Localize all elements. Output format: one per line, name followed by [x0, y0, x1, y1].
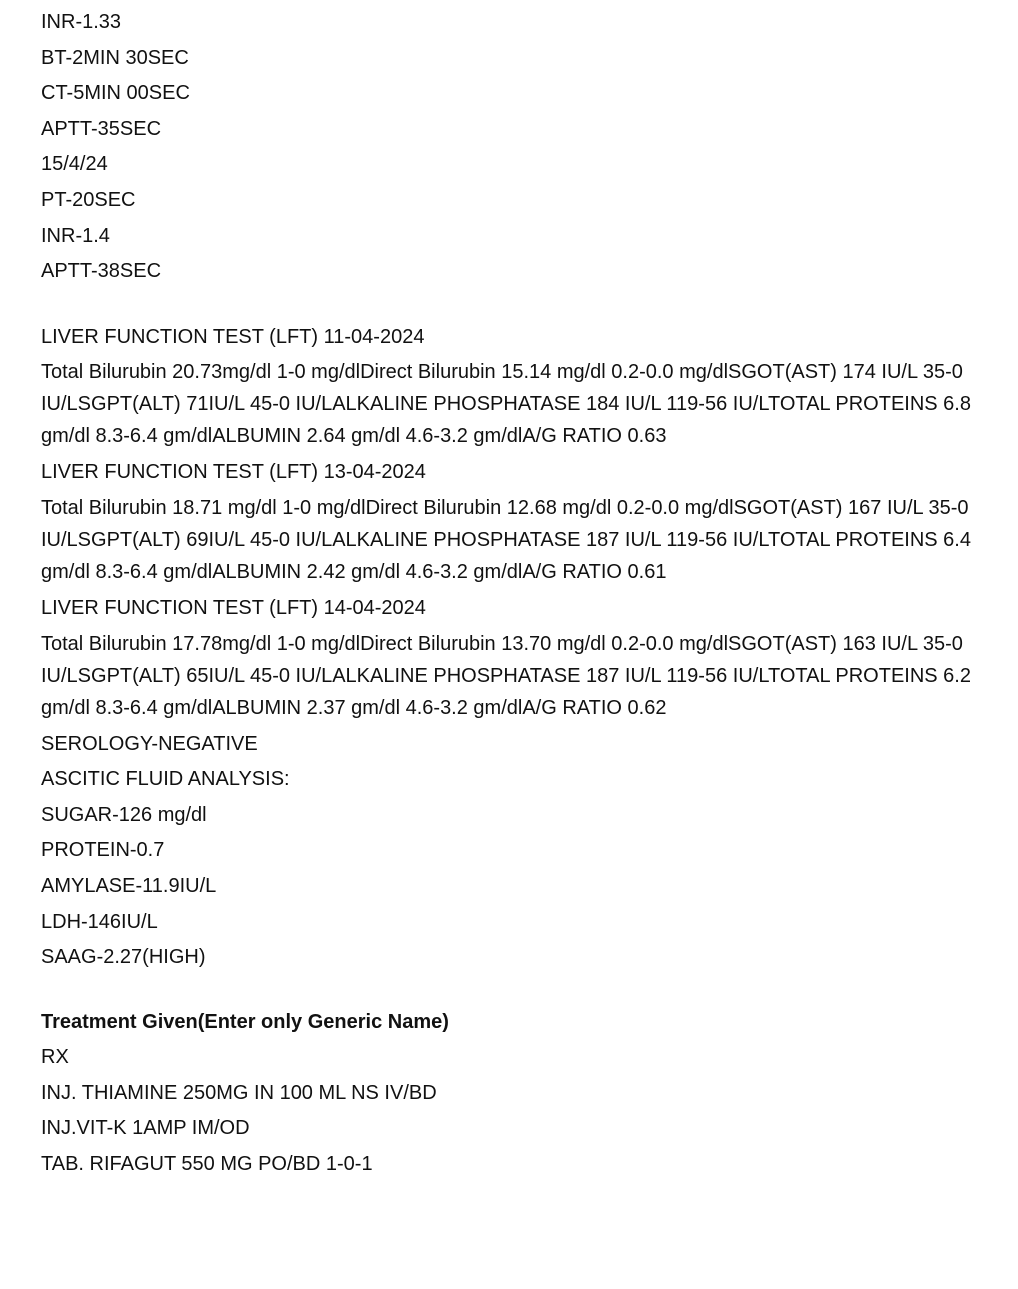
ct-value: CT-5MIN 00SEC — [41, 82, 190, 105]
ascitic-heading: ASCITIC FLUID ANALYSIS: — [41, 768, 290, 791]
treatment-item: INJ.VIT-K 1AMP IM/OD — [41, 1117, 250, 1140]
aptt-value-1: APTT-35SEC — [41, 117, 162, 140]
pt-value: PT-20SEC — [41, 188, 136, 211]
serology-result: SEROLOGY-NEGATIVE — [41, 732, 258, 755]
section-spacer — [41, 294, 991, 324]
ascitic-protein: PROTEIN-0.7 — [41, 839, 165, 862]
inr-value-2: INR-1.4 — [41, 224, 110, 247]
treatment-heading: Treatment Given(Enter only Generic Name) — [41, 1010, 449, 1033]
bt-value: BT-2MIN 30SEC — [41, 46, 189, 69]
lft-body-1: Total Bilurubin 20.73mg/dl 1-0 mg/dlDirect Bilurubin 15.14 mg/dl 0.2-0.0 mg/dlSGOT(AST) 174 IU/L 35-0 IU/LSGPT(ALT) 71IU/L 45-0 IU/LALKALINE PHOSPHATASE 184 IU/L 119-56 IU/LTOTAL PROTEINS 6.8 gm/dl 8.3-6.4 gm/dlALBUMIN 2.64 gm/dl 4.6-3.2 gm/dlA/G RATIO 0.63 — [41, 361, 971, 448]
ascitic-saag: SAAG-2.27(HIGH) — [41, 946, 206, 969]
ascitic-amylase: AMYLASE-11.9IU/L — [41, 874, 217, 897]
lft-heading-3: LIVER FUNCTION TEST (LFT) 14-04-2024 — [41, 596, 426, 619]
treatment-item: TAB. RIFAGUT 550 MG PO/BD 1-0-1 — [41, 1153, 373, 1176]
treatment-item: INJ. THIAMINE 250MG IN 100 ML NS IV/BD — [41, 1081, 437, 1104]
lft-body-2: Total Bilurubin 18.71 mg/dl 1-0 mg/dlDirect Bilurubin 12.68 mg/dl 0.2-0.0 mg/dlSGOT(AST) 167 IU/L 35-0 IU/LSGPT(ALT) 69IU/L 45-0 IU/LALKALINE PHOSPHATASE 187 IU/L 119-56 IU/LTOTAL PROTEINS 6.4 gm/dl 8.3-6.4 gm/dlALBUMIN 2.42 gm/dl 4.6-3.2 gm/dlA/G RATIO 0.61 — [41, 496, 971, 583]
rx-label: RX — [41, 1046, 69, 1069]
document-page — [41, 9, 991, 1187]
lft-heading-1: LIVER FUNCTION TEST (LFT) 11-04-2024 — [41, 325, 425, 348]
lft-body-3: Total Bilurubin 17.78mg/dl 1-0 mg/dlDirect Bilurubin 13.70 mg/dl 0.2-0.0 mg/dlSGOT(AST) 163 IU/L 35-0 IU/LSGPT(ALT) 65IU/L 45-0 IU/LALKALINE PHOSPHATASE 187 IU/L 119-56 IU/LTOTAL PROTEINS 6.2 gm/dl 8.3-6.4 gm/dlALBUMIN 2.37 gm/dl 4.6-3.2 gm/dlA/G RATIO 0.62 — [41, 632, 971, 719]
ascitic-ldh: LDH-146IU/L — [41, 910, 158, 933]
aptt-value-2: APTT-38SEC — [41, 260, 162, 283]
coag-date: 15/4/24 — [41, 153, 108, 176]
section-spacer — [41, 980, 991, 1009]
ascitic-sugar: SUGAR-126 mg/dl — [41, 803, 207, 826]
lft-heading-2: LIVER FUNCTION TEST (LFT) 13-04-2024 — [41, 461, 426, 484]
inr-value-1: INR-1.33 — [41, 11, 122, 33]
